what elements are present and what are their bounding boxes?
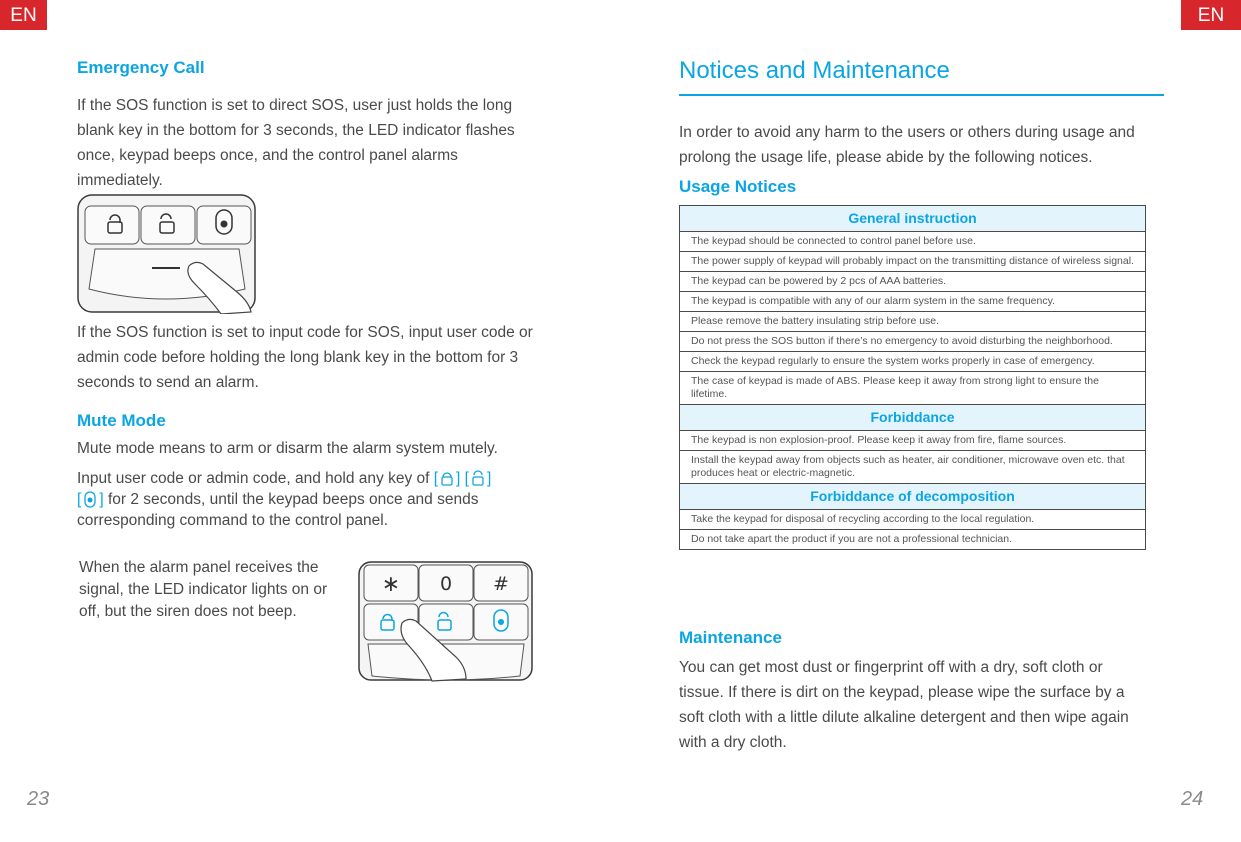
mute-mode-heading: Mute Mode — [77, 411, 166, 430]
table-row: Do not press the SOS button if there’s no emergency to avoid disturbing the neighborhood. — [680, 332, 1146, 352]
table-row: The keypad is non explosion-proof. Please keep it away from fire, flame sources. — [680, 431, 1146, 451]
key-arm — [85, 206, 139, 244]
table-row: Check the keypad regularly to ensure the system works properly in case of emergency. — [680, 352, 1146, 372]
forbiddance-header: Forbiddance — [680, 405, 1146, 431]
star-key-label: ∗ — [381, 572, 401, 597]
keypad-mute-illustration — [358, 561, 534, 682]
table-row: Take the keypad for disposal of recycling according to the local regulation. — [680, 510, 1146, 530]
table-row: Please remove the battery insulating strip before use. — [680, 312, 1146, 332]
home-arm-icon — [81, 490, 99, 508]
page-title: Notices and Maintenance — [679, 57, 950, 84]
table-row: The case of keypad is made of ABS. Please keep it away from strong light to ensure the lifetime. — [680, 372, 1146, 405]
maintenance-heading: Maintenance — [679, 628, 782, 647]
emergency-paragraph-1: If the SOS function is set to direct SOS, user just holds the long blank key in the bottom for 3 seconds, the LED indicator flashes once, keypad beeps once, and the control panel alarms immediately. — [77, 97, 515, 189]
mute-key-instruction: Input user code or admin code, and hold any key of [ ] [ ] — [77, 466, 557, 491]
unlock-icon — [469, 469, 487, 487]
page-number-right: 24 — [1181, 788, 1204, 810]
table-row: The keypad is compatible with any of our alarm system in the same frequency. — [680, 292, 1146, 312]
page-number-left: 23 — [27, 788, 50, 810]
mute-line-4: corresponding command to the control panel. — [77, 512, 389, 529]
language-badge-right: EN — [1181, 0, 1241, 30]
key-disarm — [141, 206, 195, 244]
table-row: The keypad should be connected to control panel before use. — [680, 232, 1146, 252]
lock-icon — [438, 469, 456, 487]
intro-paragraph: In order to avoid any harm to the users or others during usage and prolong the usage life, please abide by the following notices. — [679, 124, 1135, 166]
language-badge-left: EN — [0, 0, 47, 30]
decomposition-header: Forbiddance of decomposition — [680, 484, 1146, 510]
mute-line-1: Mute mode means to arm or disarm the alarm system mutely. — [77, 440, 498, 457]
mute-panel-note: When the alarm panel receives the signal, the LED indicator lights on or off, but the siren does not beep. — [79, 559, 328, 620]
table-row: Do not take apart the product if you are not a professional technician. — [680, 530, 1146, 550]
notices-table — [679, 205, 1146, 550]
table-row: The power supply of keypad will probably impact on the transmitting distance of wireless signal. — [680, 252, 1146, 272]
table-row: Install the keypad away from objects such as heater, air conditioner, microwave oven etc. that produces heat or electric-magnetic. — [680, 451, 1146, 484]
keypad-sos-illustration — [77, 194, 257, 314]
general-instruction-header: General instruction — [680, 206, 1146, 232]
hash-key-label: # — [493, 573, 509, 595]
title-underline — [679, 94, 1164, 96]
mute-line-3: [ ] for 2 seconds, until the keypad beeps once and sends — [77, 491, 479, 508]
emergency-call-heading: Emergency Call — [77, 58, 205, 77]
emergency-paragraph-2: If the SOS function is set to input code for SOS, input user code or admin code before holding the long blank key in the bottom for 3 seconds to send an alarm. — [77, 324, 533, 391]
table-row: The keypad can be powered by 2 pcs of AAA batteries. — [680, 272, 1146, 292]
zero-key-label: 0 — [439, 573, 453, 595]
maintenance-paragraph: You can get most dust or fingerprint off with a dry, soft cloth or tissue. If there is dirt on the keypad, please wipe the surface by a soft cloth with a little dilute alkaline detergent and then wipe again with a dry cloth. — [679, 659, 1129, 751]
usage-notices-heading: Usage Notices — [679, 177, 797, 196]
